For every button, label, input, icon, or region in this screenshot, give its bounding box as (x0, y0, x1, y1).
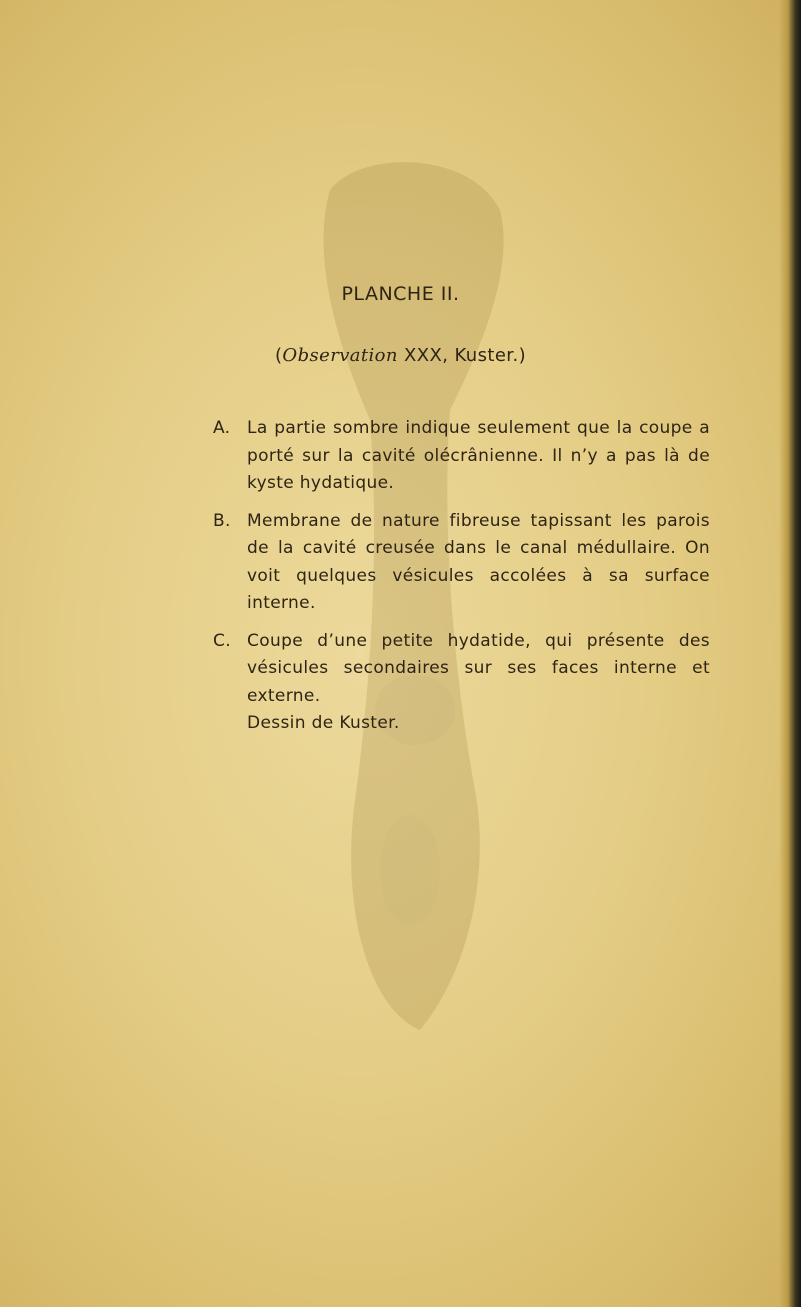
legend-text: La partie sombre indique seulement que la coupe a porté sur la cavité olécrânienne. Il n’y a pas là de kyste hydatique. (247, 418, 710, 493)
plate-title: PLANCHE II. (341, 283, 460, 305)
legend-key: B. (213, 510, 231, 531)
plate-legend (215, 415, 710, 738)
page-edge-shadow (779, 0, 801, 1307)
legend-entry-a (215, 415, 710, 498)
legend-text: Membrane de nature fibreuse tapissant les parois de la cavité creusée dans le canal médullaire. On voit quelques vésicules accolées à sa surface interne. (247, 510, 710, 613)
legend-entry-c (215, 628, 710, 711)
observation-rest: XXX, Kuster.) (397, 345, 526, 366)
legend-entry-b (215, 508, 710, 618)
observation-open: ( (274, 345, 283, 366)
legend-key: A. (213, 418, 231, 438)
legend-text: Coupe d’une petite hydatide, qui présente des vésicules secondaires sur ses faces interne et externe. (247, 630, 710, 706)
drawing-credit: Dessin de Kuster. (247, 713, 400, 733)
legend-key: C. (213, 630, 231, 651)
observation-reference (0, 345, 801, 366)
observation-italic: Observation (282, 345, 398, 366)
